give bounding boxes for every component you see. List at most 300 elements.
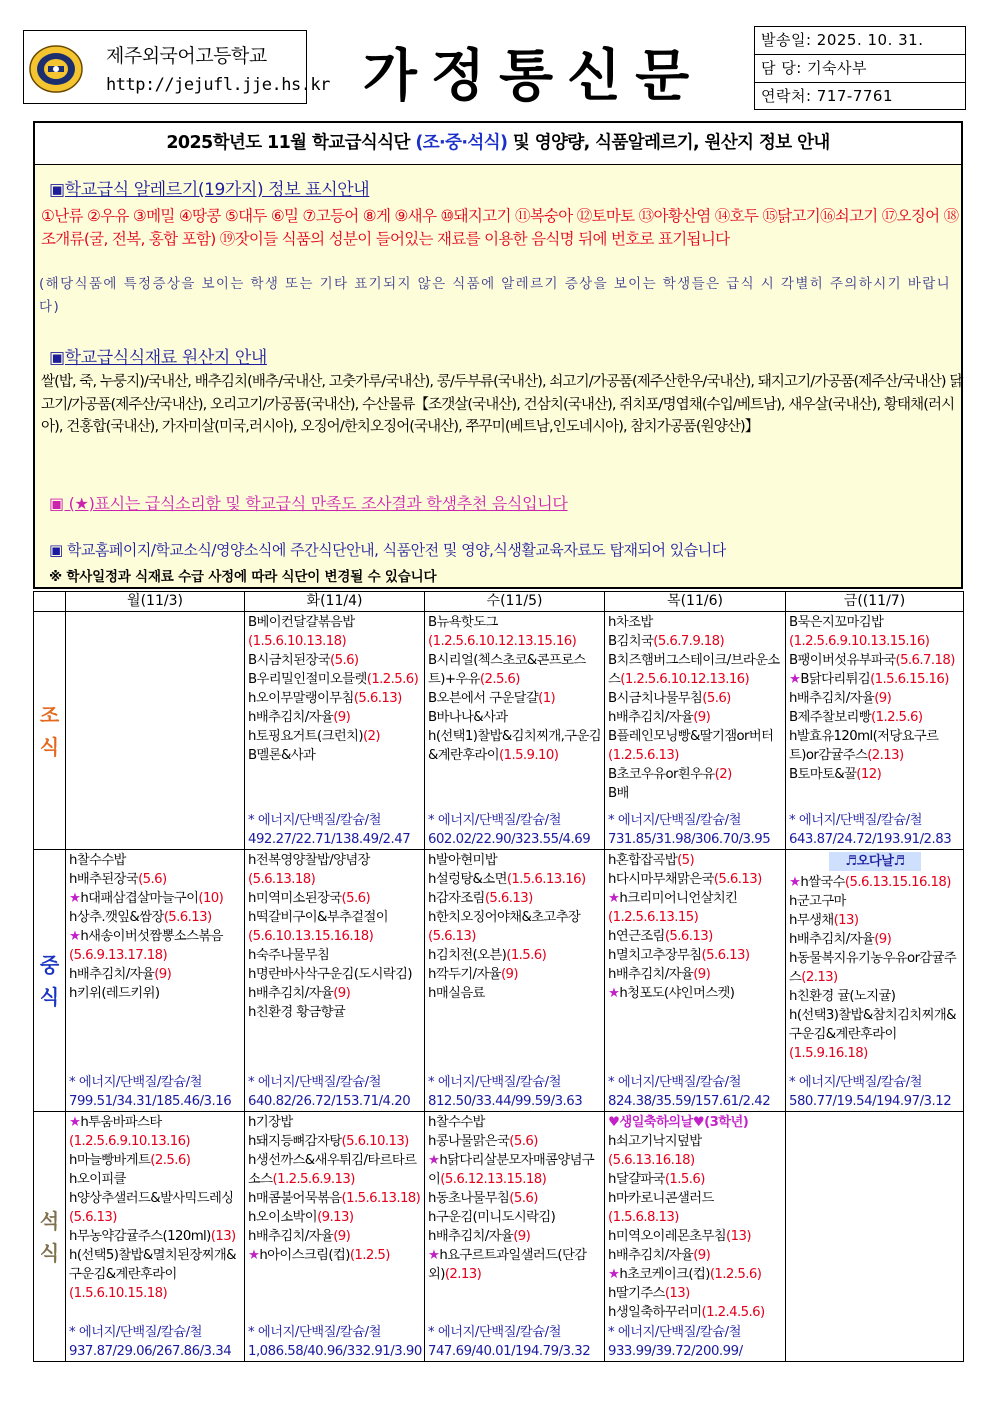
allergy-code: (2.13): [867, 748, 904, 763]
allergy-code: (1.5.6.10.13.18): [248, 634, 347, 649]
menu-cell-content: [605, 612, 785, 849]
allergy-code: (1.5.6.8.13): [608, 1210, 679, 1225]
menu-item-name: B플레인모닝빵&딸기잼or버터: [608, 729, 774, 744]
menu-item: [428, 984, 602, 1003]
menu-cell: [605, 1112, 786, 1362]
menu-item-name: B김치국: [608, 634, 654, 649]
allergy-list: ①난류 ②우유 ③메밀 ④땅콩 ⑤대두 ⑥밀 ⑦고등어 ⑧게 ⑨새우 ⑩돼지고기 ⑪복숭아 ⑫토마토 ⑬아황산염 ⑭호두 ⑮닭고기⑯쇠고기 ⑰오징어 ⑱조개류(굴, 전복, 홍합 포함) ⑲잣이들 식품의 성분이 들어있는 재료를 이용한 음식명 뒤에 번호로 표기됩니다: [41, 207, 959, 248]
menu-item: [69, 870, 242, 889]
menu-cell: [605, 612, 786, 850]
menu-cell: [425, 1112, 605, 1362]
recommend-star-icon: ★: [789, 672, 801, 687]
menu-item: [428, 1246, 602, 1284]
menu-cell-content: [605, 850, 785, 1111]
allergy-code: (5.6.13): [69, 1210, 117, 1225]
menu-item: [789, 613, 961, 651]
nutrition-info: [248, 1073, 422, 1111]
menu-item-name: B배: [608, 786, 629, 801]
nutrition-info: [608, 1073, 783, 1111]
send-info-box: [754, 26, 966, 110]
menu-item-name: h닭다리살분모자매콤양념구이: [428, 1153, 595, 1187]
nutrition-label: * 에너지/단백질/칼슘/철: [248, 1325, 381, 1340]
menu-cell: [786, 1112, 964, 1362]
menu-item: [608, 1303, 783, 1322]
menu-item-name: h멸치고추장무침: [608, 948, 702, 963]
menu-item-name: h투움바파스타: [80, 1115, 162, 1130]
nutrition-value: 602.02/22.90/323.55/4.69: [428, 832, 591, 847]
menu-item: [69, 1151, 242, 1170]
special-day-badge: ♬오다날♬: [829, 852, 921, 871]
nutrition-label: * 에너지/단백질/칼슘/철: [428, 1075, 561, 1090]
menu-item: [789, 727, 961, 765]
allergy-code: (5.6.12.13.15.18): [440, 1172, 547, 1187]
menu-item: [248, 708, 422, 727]
menu-cell-content: [425, 1112, 604, 1361]
allergy-code: (13): [726, 1229, 751, 1244]
menu-item: [248, 1151, 422, 1189]
menu-cell-content: [786, 612, 963, 849]
menu-item: [428, 727, 602, 765]
nutrition-value: 1,086.58/40.96/332.91/3.90: [248, 1344, 422, 1359]
nutrition-info: [428, 1323, 602, 1361]
menu-item: [608, 613, 783, 632]
menu-item: [248, 1208, 422, 1227]
menu-item: [428, 1189, 602, 1208]
allergy-code: (1.2.5.6): [871, 710, 923, 725]
menu-item: [69, 965, 242, 984]
allergy-code: (1.2.5.6.13): [608, 748, 679, 763]
allergy-code: (1): [538, 691, 556, 706]
main-title: [35, 123, 961, 165]
menu-item: [789, 911, 961, 930]
menu-item-name: h감자조림: [428, 891, 485, 906]
allergy-code: (5.6.13): [428, 929, 476, 944]
menu-item-name: h키위(레드키위): [69, 986, 160, 1001]
menu-item-name: B시금치된장국: [248, 653, 330, 668]
nutrition-value: 643.87/24.72/193.91/2.83: [789, 832, 952, 847]
menu-item: [248, 1227, 422, 1246]
allergy-code: (1.2.5.6.9.13): [272, 1172, 355, 1187]
menu-item: [608, 727, 783, 765]
menu-cell-content: [605, 1112, 785, 1361]
allergy-code: (1.2.5.6.10.12.13.16): [620, 672, 750, 687]
menu-item: [608, 689, 783, 708]
menu-item-name: h찰수수밥: [428, 1115, 485, 1130]
menu-item: [248, 851, 422, 889]
meal-label-char: 식: [39, 734, 60, 759]
day-header: 목(11/6): [605, 592, 786, 612]
menu-item: [248, 651, 422, 670]
meal-label: [34, 1112, 66, 1362]
menu-item-name: h명란바사삭구운김(도시락김): [248, 967, 412, 982]
menu-cell-content: [66, 850, 244, 1111]
menu-item: [789, 708, 961, 727]
nutrition-info: [789, 1073, 961, 1111]
recommend-star-icon: ★: [248, 1248, 260, 1263]
nutrition-label: * 에너지/단백질/칼슘/철: [428, 1325, 561, 1340]
menu-cell: [66, 612, 245, 850]
menu-item: [69, 1246, 242, 1303]
allergy-code: (5.6.13): [163, 910, 212, 925]
menu-item: [608, 927, 783, 946]
menu-item-name: B바나나&사과: [428, 710, 508, 725]
menu-item-name: h매실음료: [428, 986, 485, 1001]
menu-item: [608, 984, 783, 1003]
menu-item-name: h크리미어니언살치킨: [619, 891, 738, 906]
menu-item-name: h배추김치/자율: [428, 1229, 514, 1244]
menu-item-name: B시리얼(첵스초코&콘프로스트)+우유: [428, 653, 586, 687]
menu-cell-content: [245, 612, 424, 849]
menu-item: [608, 1265, 783, 1284]
menu-item: [248, 670, 422, 689]
allergy-code: (5.6.10.13): [341, 1134, 409, 1149]
menu-item: [248, 908, 422, 946]
nutrition-value: 731.85/31.98/306.70/3.95: [608, 832, 771, 847]
menu-item-name: h한치오징어야채&초고추장: [428, 910, 581, 925]
nutrition-label: * 에너지/단백질/칼슘/철: [69, 1325, 202, 1340]
day-header-row: [34, 592, 964, 612]
menu-item: [248, 1113, 422, 1132]
menu-item: [789, 1006, 961, 1063]
menu-item: [248, 613, 422, 651]
main-title-post: 및 영양량, 식품알레르기, 원산지 정보 안내: [507, 133, 830, 153]
menu-item: [428, 1113, 602, 1132]
menu-item-name: h배추김치/자율: [608, 1248, 694, 1263]
menu-item: [428, 1132, 602, 1151]
nutrition-label: * 에너지/단백질/칼슘/철: [69, 1075, 202, 1090]
menu-item-name: h마늘빵바게트: [69, 1153, 151, 1168]
nutrition-value: 580.77/19.54/194.97/3.12: [789, 1094, 952, 1109]
menu-item: [789, 689, 961, 708]
menu-item-name: h기장밥: [248, 1115, 293, 1130]
menu-item: [608, 784, 783, 803]
menu-item-name: h무생채: [789, 913, 834, 928]
birthday-event-title: ♥생일축하의날♥(3학년): [608, 1115, 749, 1130]
allergy-code: (5.6.9.13.17.18): [69, 948, 168, 963]
menu-item: [428, 651, 602, 689]
school-url-link[interactable]: http://jejufl.jje.hs.kr: [106, 75, 330, 95]
recommend-note: ▣ (★)표시는 급식소리함 및 학교급식 만족도 조사결과 학생추천 음식입니다: [49, 494, 568, 513]
menu-item-name: h설렁탕&소면: [428, 872, 507, 887]
menu-item: [428, 889, 602, 908]
menu-item: [69, 984, 242, 1003]
menu-item-name: B베이컨달걀볶음밥: [248, 615, 355, 630]
menu-item: [608, 1246, 783, 1265]
menu-item: [608, 1284, 783, 1303]
menu-item-name: B초코우유or흰우유: [608, 767, 715, 782]
meal-row: [34, 850, 964, 1112]
nutrition-value: 747.69/40.01/194.79/3.32: [428, 1344, 591, 1359]
menu-item-name: h배추김치/자율: [789, 691, 875, 706]
menu-item-name: h배추김치/자율: [248, 710, 334, 725]
allergy-code: (10): [198, 891, 224, 906]
meal-row: [34, 1112, 964, 1362]
menu-item-name: h쌀국수: [800, 875, 845, 890]
menu-item: [69, 1227, 242, 1246]
school-logo-icon: [28, 44, 84, 94]
nutrition-info: [428, 811, 602, 849]
nutrition-info: [608, 811, 783, 849]
menu-item: [608, 765, 783, 784]
menu-item: [608, 965, 783, 984]
main-title-meals: (조·중·석식): [415, 133, 508, 153]
meal-label: [34, 850, 66, 1112]
allergy-code: (5.6): [138, 872, 167, 887]
recommend-star-icon: ★: [69, 891, 81, 906]
day-header: 금((11/7): [786, 592, 964, 612]
menu-item-name: h발아현미밥: [428, 853, 498, 868]
menu-item-name: B팽이버섯유부파국: [789, 653, 896, 668]
menu-item: [248, 965, 422, 984]
menu-cell-content: [66, 612, 244, 849]
allergy-code: (9): [693, 710, 711, 725]
menu-item-name: h배추된장국: [69, 872, 139, 887]
menu-item: [608, 870, 783, 889]
menu-cell: [425, 850, 605, 1112]
menu-cell: [66, 850, 245, 1112]
allergy-code: (5.6.13.16.18): [608, 1153, 695, 1168]
menu-item: [789, 930, 961, 949]
allergy-code: (9): [874, 932, 892, 947]
corner-cell: [34, 592, 66, 612]
allergy-code: (5.6.7.18): [895, 653, 955, 668]
homepage-note: ▣ 학교홈페이지/학교소식/영양소식에 주간식단안내, 식품안전 및 영양,식생활교육자료도 탑재되어 있습니다: [49, 541, 726, 559]
allergy-code: (1.2.4.5.6): [701, 1305, 765, 1320]
letter-header: [23, 26, 968, 112]
allergy-code: (5.6): [341, 891, 371, 906]
menu-item: [608, 651, 783, 689]
menu-item-name: h대패삼겹살마늘구이: [80, 891, 199, 906]
menu-item: [608, 1132, 783, 1170]
allergy-code: (1.5.9.16.18): [789, 1046, 868, 1061]
allergy-code: (5.6.7.9.18): [653, 634, 725, 649]
allergy-code: (5.6.13.15.16.18): [844, 875, 951, 890]
menu-item-name: h깍두기/자율: [428, 967, 501, 982]
menu-item-name: h군고구마: [789, 894, 846, 909]
menu-item: [428, 870, 602, 889]
menu-item: [248, 1189, 422, 1208]
menu-item-name: h김치전(오븐): [428, 948, 507, 963]
allergy-code: (5.6.13): [353, 691, 402, 706]
menu-item: [248, 1246, 422, 1265]
menu-cell: [425, 612, 605, 850]
nutrition-label: * 에너지/단백질/칼슘/철: [608, 813, 741, 828]
menu-item-name: B닭다리튀김: [800, 672, 871, 687]
menu-item: [428, 613, 602, 651]
menu-item-name: h청포도(샤인머스켓): [619, 986, 735, 1001]
nutrition-info: [608, 1323, 783, 1361]
menu-item-name: h배추김치/자율: [608, 967, 694, 982]
menu-item-name: B시금치나물무침: [608, 691, 703, 706]
nutrition-info: [69, 1323, 242, 1361]
nutrition-info: [248, 811, 422, 849]
menu-item: [428, 1208, 602, 1227]
menu-item-name: h발효유120ml(저당요구르트)or감귤주스: [789, 729, 939, 763]
menu-item-name: h돼지등뼈감자탕: [248, 1134, 342, 1149]
menu-item-name: h초코케이크(컵): [619, 1267, 710, 1282]
allergy-code: (1.2.5.6.9.10.13.15.16): [789, 634, 930, 649]
menu-item: [608, 1189, 783, 1227]
allergy-code: (5.6.13): [701, 948, 750, 963]
menu-item-name: h숙주나물무침: [248, 948, 330, 963]
nutrition-label: * 에너지/단백질/칼슘/철: [608, 1325, 741, 1340]
menu-item-name: h친환경 황금향귤: [248, 1005, 346, 1020]
menu-cell: [245, 612, 425, 850]
menu-cell-content: [425, 850, 604, 1111]
allergy-code: (1.2.5): [349, 1248, 390, 1263]
menu-item-name: h연근조림: [608, 929, 665, 944]
origin-heading: ▣학교급식식재료 원산지 안내: [49, 348, 267, 368]
menu-item: [69, 889, 242, 908]
allergy-code: (2.5.6): [479, 672, 520, 687]
menu-item-name: B멜론&사과: [248, 748, 316, 763]
nutrition-value: 937.87/29.06/267.86/3.34: [69, 1344, 232, 1359]
menu-item-name: h동초나물무침: [428, 1191, 510, 1206]
menu-cell-content: [425, 612, 604, 849]
recommend-star-icon: ★: [428, 1248, 440, 1263]
menu-item-name: h매콤불어묵볶음: [248, 1191, 342, 1206]
nutrition-label: * 에너지/단백질/칼슘/철: [248, 813, 381, 828]
menu-item-name: h마카로니콘샐러드: [608, 1191, 714, 1206]
allergy-code: (5.6.13): [484, 891, 533, 906]
menu-item-name: h배추김치/자율: [248, 1229, 334, 1244]
allergy-code: (13): [210, 1229, 236, 1244]
allergy-code: (2.13): [801, 970, 838, 985]
nutrition-value: 492.27/22.71/138.49/2.47: [248, 832, 411, 847]
allergy-code: (13): [833, 913, 859, 928]
allergy-code: (5.6.13): [664, 929, 713, 944]
allergy-code: (9): [333, 986, 351, 1001]
menu-cell: [245, 850, 425, 1112]
allergy-code: (9): [693, 1248, 711, 1263]
menu-item-name: h동물복지유기농우유or감귤주스: [789, 951, 957, 985]
allergy-code: (9): [154, 967, 172, 982]
document-title: 가정통신문: [362, 44, 704, 109]
menu-cell: [786, 612, 964, 850]
menu-cell-content: [245, 1112, 424, 1361]
menu-item-name: h달걀파국: [608, 1172, 665, 1187]
menu-item: [428, 908, 602, 946]
allergy-code: (1.5.9.10): [499, 748, 559, 763]
day-header: 월(11/3): [66, 592, 245, 612]
notice-box: [33, 121, 963, 589]
menu-item: [608, 708, 783, 727]
nutrition-info: [69, 1073, 242, 1111]
allergy-code: (5.6.10.13.15.16.18): [248, 929, 374, 944]
nutrition-value: 640.82/26.72/153.71/4.20: [248, 1094, 411, 1109]
menu-item-name: h오이소박이: [248, 1210, 318, 1225]
allergy-code: (9): [333, 1229, 351, 1244]
menu-cell-content: [786, 850, 963, 1111]
menu-item-name: h딸기주스: [608, 1286, 665, 1301]
menu-item-name: h찰수수밥: [69, 853, 126, 868]
menu-item-name: B제주찰보리빵: [789, 710, 871, 725]
recommend-star-icon: ★: [69, 929, 81, 944]
menu-item-name: h(선택3)찰밥&참치김치찌개&구운김&계란후라이: [789, 1008, 956, 1042]
school-box: [23, 30, 330, 104]
menu-item-name: h(선택1)찰밥&김치찌개,구운김&계란후라이: [428, 729, 601, 763]
menu-item: [789, 892, 961, 911]
menu-item-name: h차조밥: [608, 615, 653, 630]
menu-item: [789, 765, 961, 784]
menu-item: [69, 1113, 242, 1151]
menu-item-name: h(선택5)찰밥&멸치된장찌개&구운김&계란후라이: [69, 1248, 236, 1282]
allergy-code: (9): [874, 691, 892, 706]
menu-item-name: B우리밀인절미오믈렛: [248, 672, 367, 687]
menu-item-name: h다시마무채맑은국: [608, 872, 714, 887]
menu-item: [789, 987, 961, 1006]
menu-item-name: h구운김(미니도시락김): [428, 1210, 556, 1225]
menu-item-name: h배추김치/자율: [248, 986, 334, 1001]
day-header: 화(11/4): [245, 592, 425, 612]
recommend-star-icon: ★: [428, 1153, 440, 1168]
menu-item: [69, 851, 242, 870]
nutrition-info: [789, 811, 961, 849]
menu-cell-content: [66, 1112, 244, 1361]
allergy-caution: (해당식품에 특정증상을 보이는 학생 또는 기타 표기되지 않은 식품에 알레르기 증상을 보이는 학생들은 급식 시 각별히 주의하시기 바랍니다): [39, 276, 952, 315]
allergy-code: (5.6): [509, 1134, 538, 1149]
menu-item: [428, 965, 602, 984]
allergy-code: (13): [664, 1286, 690, 1301]
menu-item: [69, 1189, 242, 1227]
meal-menu-table: [33, 591, 964, 1362]
nutrition-info: [428, 1073, 602, 1111]
nutrition-value: 799.51/34.31/185.46/3.16: [69, 1094, 232, 1109]
menu-item-name: h요구르트과일샐러드(단감 외): [428, 1248, 587, 1282]
allergy-code: (1.5.6.10.15.18): [69, 1286, 168, 1301]
menu-cell-content: [245, 850, 424, 1111]
nutrition-label: * 에너지/단백질/칼슘/철: [608, 1075, 741, 1090]
day-header: 수(11/5): [425, 592, 605, 612]
menu-item-name: h생일축하꾸러미: [608, 1305, 702, 1320]
menu-item-name: h무농약감귤주스(120ml): [69, 1229, 211, 1244]
menu-item: [248, 689, 422, 708]
origin-info: 쌀(밥, 죽, 누룽지)/국내산, 배추김치(배추/국내산, 고춧가루/국내산), 콩/두부류(국내산), 쇠고기/가공품(제주산한우/국내산), 돼지고기/가공품(제주산/국내산) 닭고기/가공품(제주산/국내산), 오리고기/가공품(국내산), 수산물류【조갯살(국내산), 건삼치(국내산), 쥐치포/명엽채(수입/베트남), 새우살(국내산), 황태채(러시아), 건홍합(국내산), 가자미살(미국,러시아), 오징어/한치오징어(국내산), 쭈꾸미(베트남,인도네시아), 참치가공품(원양산)】: [41, 374, 963, 435]
recommend-star-icon: ★: [608, 1267, 620, 1282]
menu-cell: [605, 850, 786, 1112]
allergy-code: (1.2.5.6.13.15): [608, 910, 699, 925]
menu-item: [608, 1227, 783, 1246]
allergy-code: (9): [500, 967, 518, 982]
meal-label-char: 조: [39, 702, 60, 727]
menu-item-name: B뉴욕핫도그: [428, 615, 498, 630]
allergy-code: (2.5.6): [150, 1153, 191, 1168]
menu-cell: [245, 1112, 425, 1362]
recommend-star-icon: ★: [789, 875, 801, 890]
menu-item: [248, 1003, 422, 1022]
allergy-code: (1.5.6.13.18): [341, 1191, 421, 1206]
menu-item: [248, 984, 422, 1003]
menu-item-name: h떡갈비구이&부추겉절이: [248, 910, 389, 925]
menu-item-name: h배추김치/자율: [608, 710, 694, 725]
allergy-code: (12): [856, 767, 882, 782]
allergy-code: (1.2.5.6): [366, 672, 419, 687]
allergy-code: (9.13): [317, 1210, 354, 1225]
meal-label: [34, 612, 66, 850]
menu-item: [608, 851, 783, 870]
allergy-code: (1.5.6.13.16): [506, 872, 586, 887]
allergy-code: (1.2.5.6.9.10.13.16): [69, 1134, 191, 1149]
allergy-code: (5): [677, 853, 695, 868]
allergy-code: (5.6.13.18): [248, 872, 316, 887]
menu-cell: [786, 850, 964, 1112]
allergy-code: (9): [333, 710, 351, 725]
menu-item: [608, 1170, 783, 1189]
menu-item: [69, 1170, 242, 1189]
menu-item-name: h미역미소된장국: [248, 891, 342, 906]
menu-item: [789, 670, 961, 689]
allergy-code: (1.5.6): [664, 1172, 705, 1187]
